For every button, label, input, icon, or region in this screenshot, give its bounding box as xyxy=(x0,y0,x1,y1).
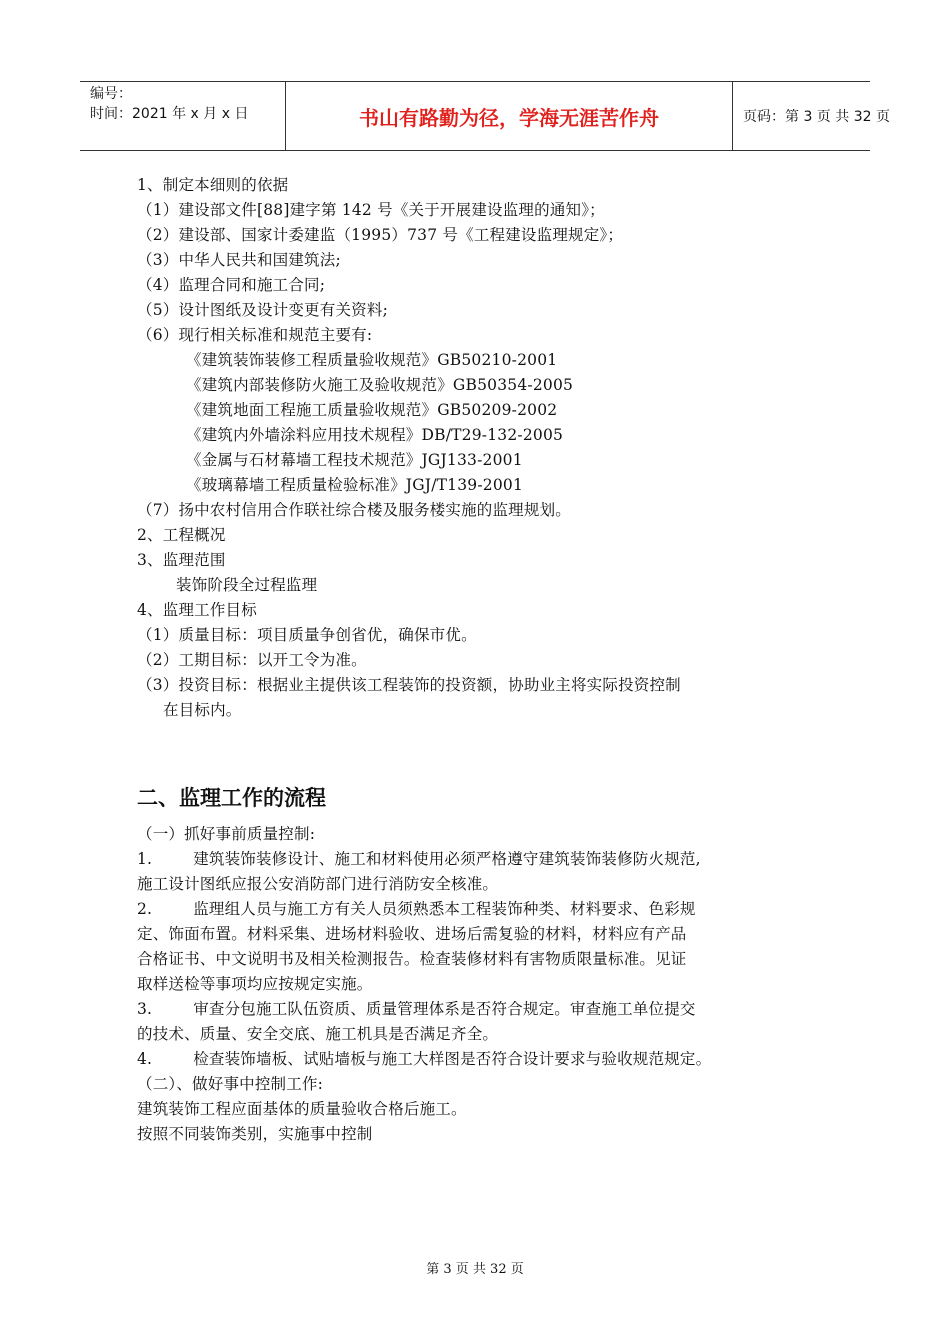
standard-item: 《玻璃幕墙工程质量检验标准》JGJ/T139-2001 xyxy=(186,476,524,494)
body-line: （3）中华人民共和国建筑法; xyxy=(137,251,341,269)
body-line: 1、制定本细则的依据 xyxy=(137,176,289,194)
body-line: 取样送检等事项均应按规定实施。 xyxy=(137,975,373,993)
body-line: 建筑装饰工程应面基体的质量验收合格后施工。 xyxy=(137,1100,467,1118)
body-line: 4、监理工作目标 xyxy=(137,601,257,619)
section-heading: 二、监理工作的流程 xyxy=(137,786,326,810)
body-line: 在目标内。 xyxy=(163,701,242,719)
header-page-info: 页码：第 3 页 共 32 页 xyxy=(743,109,890,125)
header-meta xyxy=(80,82,285,150)
body-line: （2）工期目标：以开工令为准。 xyxy=(137,651,367,669)
body-line: 2、工程概况 xyxy=(137,526,226,544)
subsection-line: （二）、做好事中控制工作: xyxy=(137,1075,324,1093)
standard-item: 《建筑内外墙涂料应用技术规程》DB/T29-132-2005 xyxy=(186,426,564,444)
body-line: （2）建设部、国家计委建监（1995）737 号《工程建设监理规定》； xyxy=(137,226,624,244)
body-line: 合格证书、中文说明书及相关检测报告。检查装修材料有害物质限量标准。见证 xyxy=(137,950,687,968)
body-line: （7）扬中农村信用合作联社综合楼及服务楼实施的监理规划。 xyxy=(137,501,571,519)
standard-item: 《金属与石材幕墙工程技术规范》JGJ133-2001 xyxy=(186,451,523,469)
subsection-line: （一）抓好事前质量控制: xyxy=(137,825,316,843)
body-line: 3. 审查分包施工队伍资质、质量管理体系是否符合规定。审查施工单位提交 xyxy=(137,1000,696,1018)
body-line: 2. 监理组人员与施工方有关人员须熟悉本工程装饰种类、材料要求、色彩规 xyxy=(137,900,696,918)
body-line: 的技术、质量、安全交底、施工机具是否满足齐全。 xyxy=(137,1025,499,1043)
page-footer: 第 3 页 共 32 页 xyxy=(426,1262,524,1277)
body-line: 定、饰面布置。材料采集、进场材料验收、进场后需复验的材料，材料应有产品 xyxy=(137,925,687,943)
body-line: 1. 建筑装饰装修设计、施工和材料使用必须严格遵守建筑装饰装修防火规范, xyxy=(137,850,701,868)
body-line: （4）监理合同和施工合同; xyxy=(137,276,326,294)
body-line: （6）现行相关标准和规范主要有: xyxy=(137,326,373,344)
body-line: 施工设计图纸应报公安消防部门进行消防安全核准。 xyxy=(137,875,499,893)
body-line: （1）质量目标：项目质量争创省优，确保市优。 xyxy=(137,626,477,644)
body-line: （1）建设部文件[88]建字第 142 号《关于开展建设监理的通知》； xyxy=(137,201,605,219)
body-line: 4. 检查装饰墙板、试贴墙板与施工大样图是否符合设计要求与验收规范规定。 xyxy=(137,1050,712,1068)
time-label: 时间：2021 年 x 月 x 日 xyxy=(90,106,249,122)
document-header xyxy=(80,81,890,151)
body-line: （3）投资目标：根据业主提供该工程装饰的投资额，协助业主将实际投资控制 xyxy=(137,676,681,694)
body-line: 装饰阶段全过程监理 xyxy=(176,576,318,594)
number-label: 编号： xyxy=(90,86,132,102)
body-line: 3、监理范围 xyxy=(137,551,226,569)
standard-item: 《建筑内部装修防火施工及验收规范》GB50354-2005 xyxy=(186,376,574,394)
body-line: （5）设计图纸及设计变更有关资料; xyxy=(137,301,388,319)
standard-item: 《建筑地面工程施工质量验收规范》GB50209-2002 xyxy=(186,401,558,419)
body-line: 按照不同装饰类别，实施事中控制 xyxy=(137,1125,373,1143)
standard-item: 《建筑装饰装修工程质量验收规范》GB50210-2001 xyxy=(186,351,558,369)
header-motto: 书山有路勤为径，学海无涯苦作舟 xyxy=(285,82,733,150)
